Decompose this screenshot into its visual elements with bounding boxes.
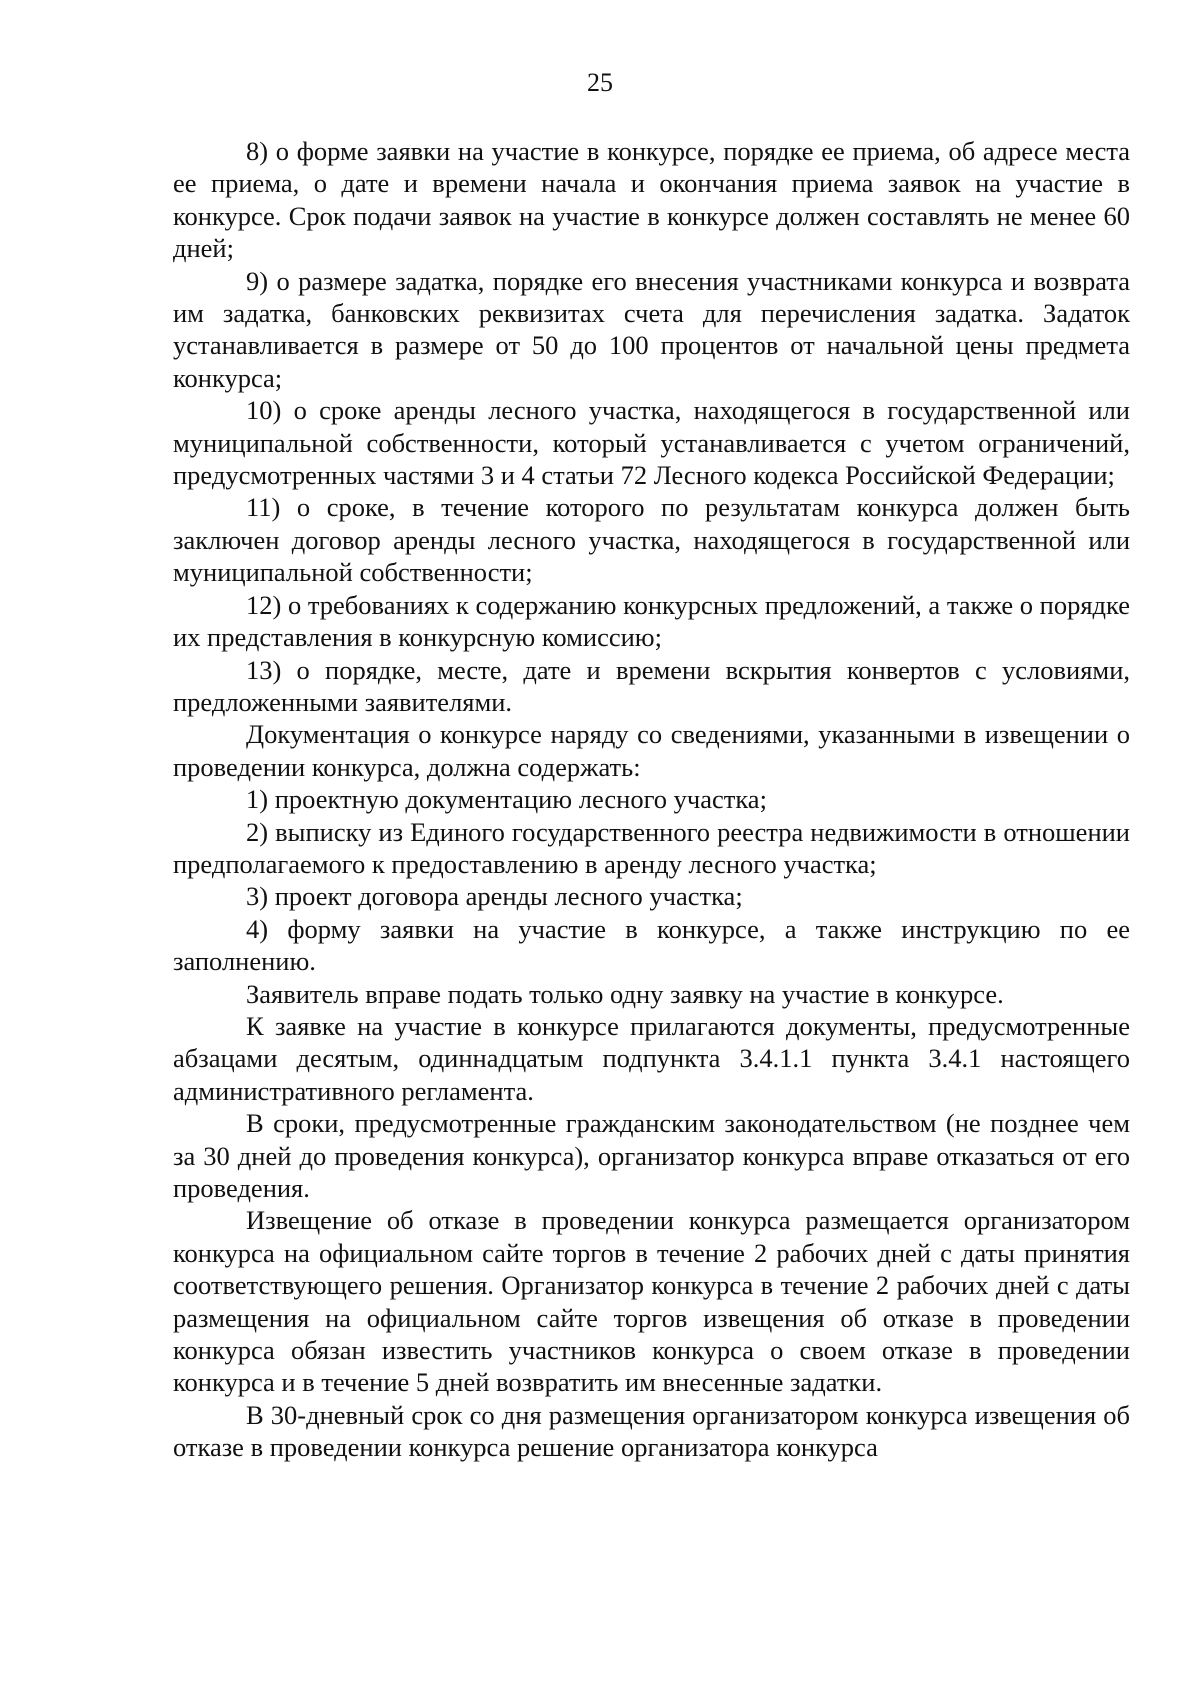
paragraph-attached-documents: К заявке на участие в конкурсе прилагаются документы, предусмотренные абзацами десятым, одиннадцатым подпункта 3.4.1.1 пункта 3.4.1 настоящего административного регламента. bbox=[173, 1010, 1130, 1106]
document-body bbox=[173, 135, 1130, 1464]
paragraph-thirty-day-term: В 30-дневный срок со дня размещения организатором конкурса извещения об отказе в проведении конкурса решение организатора конкурса bbox=[173, 1399, 1130, 1463]
paragraph-item-9: 9) о размере задатка, порядке его внесения участниками конкурса и возврата им задатка, банковских реквизитах счета для перечисления задатка. Задаток устанавливается в размере от 50 до 100 процентов от начальной цены предмета конкурса; bbox=[173, 265, 1130, 393]
paragraph-item-12: 12) о требованиях к содержанию конкурсных предложений, а также о порядке их представления в конкурсную комиссию; bbox=[173, 589, 1130, 653]
paragraph-one-application: Заявитель вправе подать только одну заявку на участие в конкурсе. bbox=[246, 978, 1004, 1009]
paragraph-refusal-right: В сроки, предусмотренные гражданским законодательством (не позднее чем за 30 дней до проведения конкурса), организатор конкурса вправе отказаться от его проведения. bbox=[173, 1108, 1130, 1203]
paragraph-item-8: 8) о форме заявки на участие в конкурсе, порядке ее приема, об адресе места ее приема, о дате и времени начала и окончания приема заявок на участие в конкурсе. Срок подачи заявок на участие в конкурсе должен составлять не менее 60 дней; bbox=[173, 136, 1130, 264]
paragraph-item-13: 13) о порядке, месте, дате и времени вскрытия конвертов с условиями, предложенными заявителями. bbox=[173, 654, 1130, 717]
paragraph-doc-item-3: 3) проект договора аренды лесного участка; bbox=[246, 881, 743, 912]
page-number: 25 bbox=[587, 68, 613, 97]
paragraph-doc-item-1: 1) проектную документацию лесного участка; bbox=[246, 784, 767, 815]
paragraph-documentation-intro: Документация о конкурсе наряду со сведениями, указанными в извещении о проведении конкурса, должна содержать: bbox=[173, 719, 1130, 782]
paragraph-doc-item-4: 4) форму заявки на участие в конкурсе, а также инструкцию по ее заполнению. bbox=[173, 913, 1130, 977]
paragraph-item-11: 11) о сроке, в течение которого по результатам конкурса должен быть заключен договор аренды лесного участка, находящегося в государственной или муниципальной собственности; bbox=[173, 492, 1130, 588]
paragraph-refusal-notice: Извещение об отказе в проведении конкурса размещается организатором конкурса на официальном сайте торгов в течение 2 рабочих дней с даты принятия соответствующего решения. Организатор конкурса в течение 2 рабочих дней с даты размещения на официальном сайте торгов извещения об отказе в проведении конкурса обязан известить участников конкурса о своем отказе в проведении конкурса и в течение 5 дней возвратить им внесенные задатки. bbox=[173, 1205, 1130, 1398]
paragraph-item-10: 10) о сроке аренды лесного участка, находящегося в государственной или муниципальной собственности, который устанавливается с учетом ограничений, предусмотренных частями 3 и 4 статьи 72 Лесного кодекса Российской Федерации; bbox=[173, 395, 1130, 491]
paragraph-doc-item-2: 2) выписку из Единого государственного реестра недвижимости в отношении предполагаемого к предоставлению в аренду лесного участка; bbox=[173, 816, 1130, 879]
